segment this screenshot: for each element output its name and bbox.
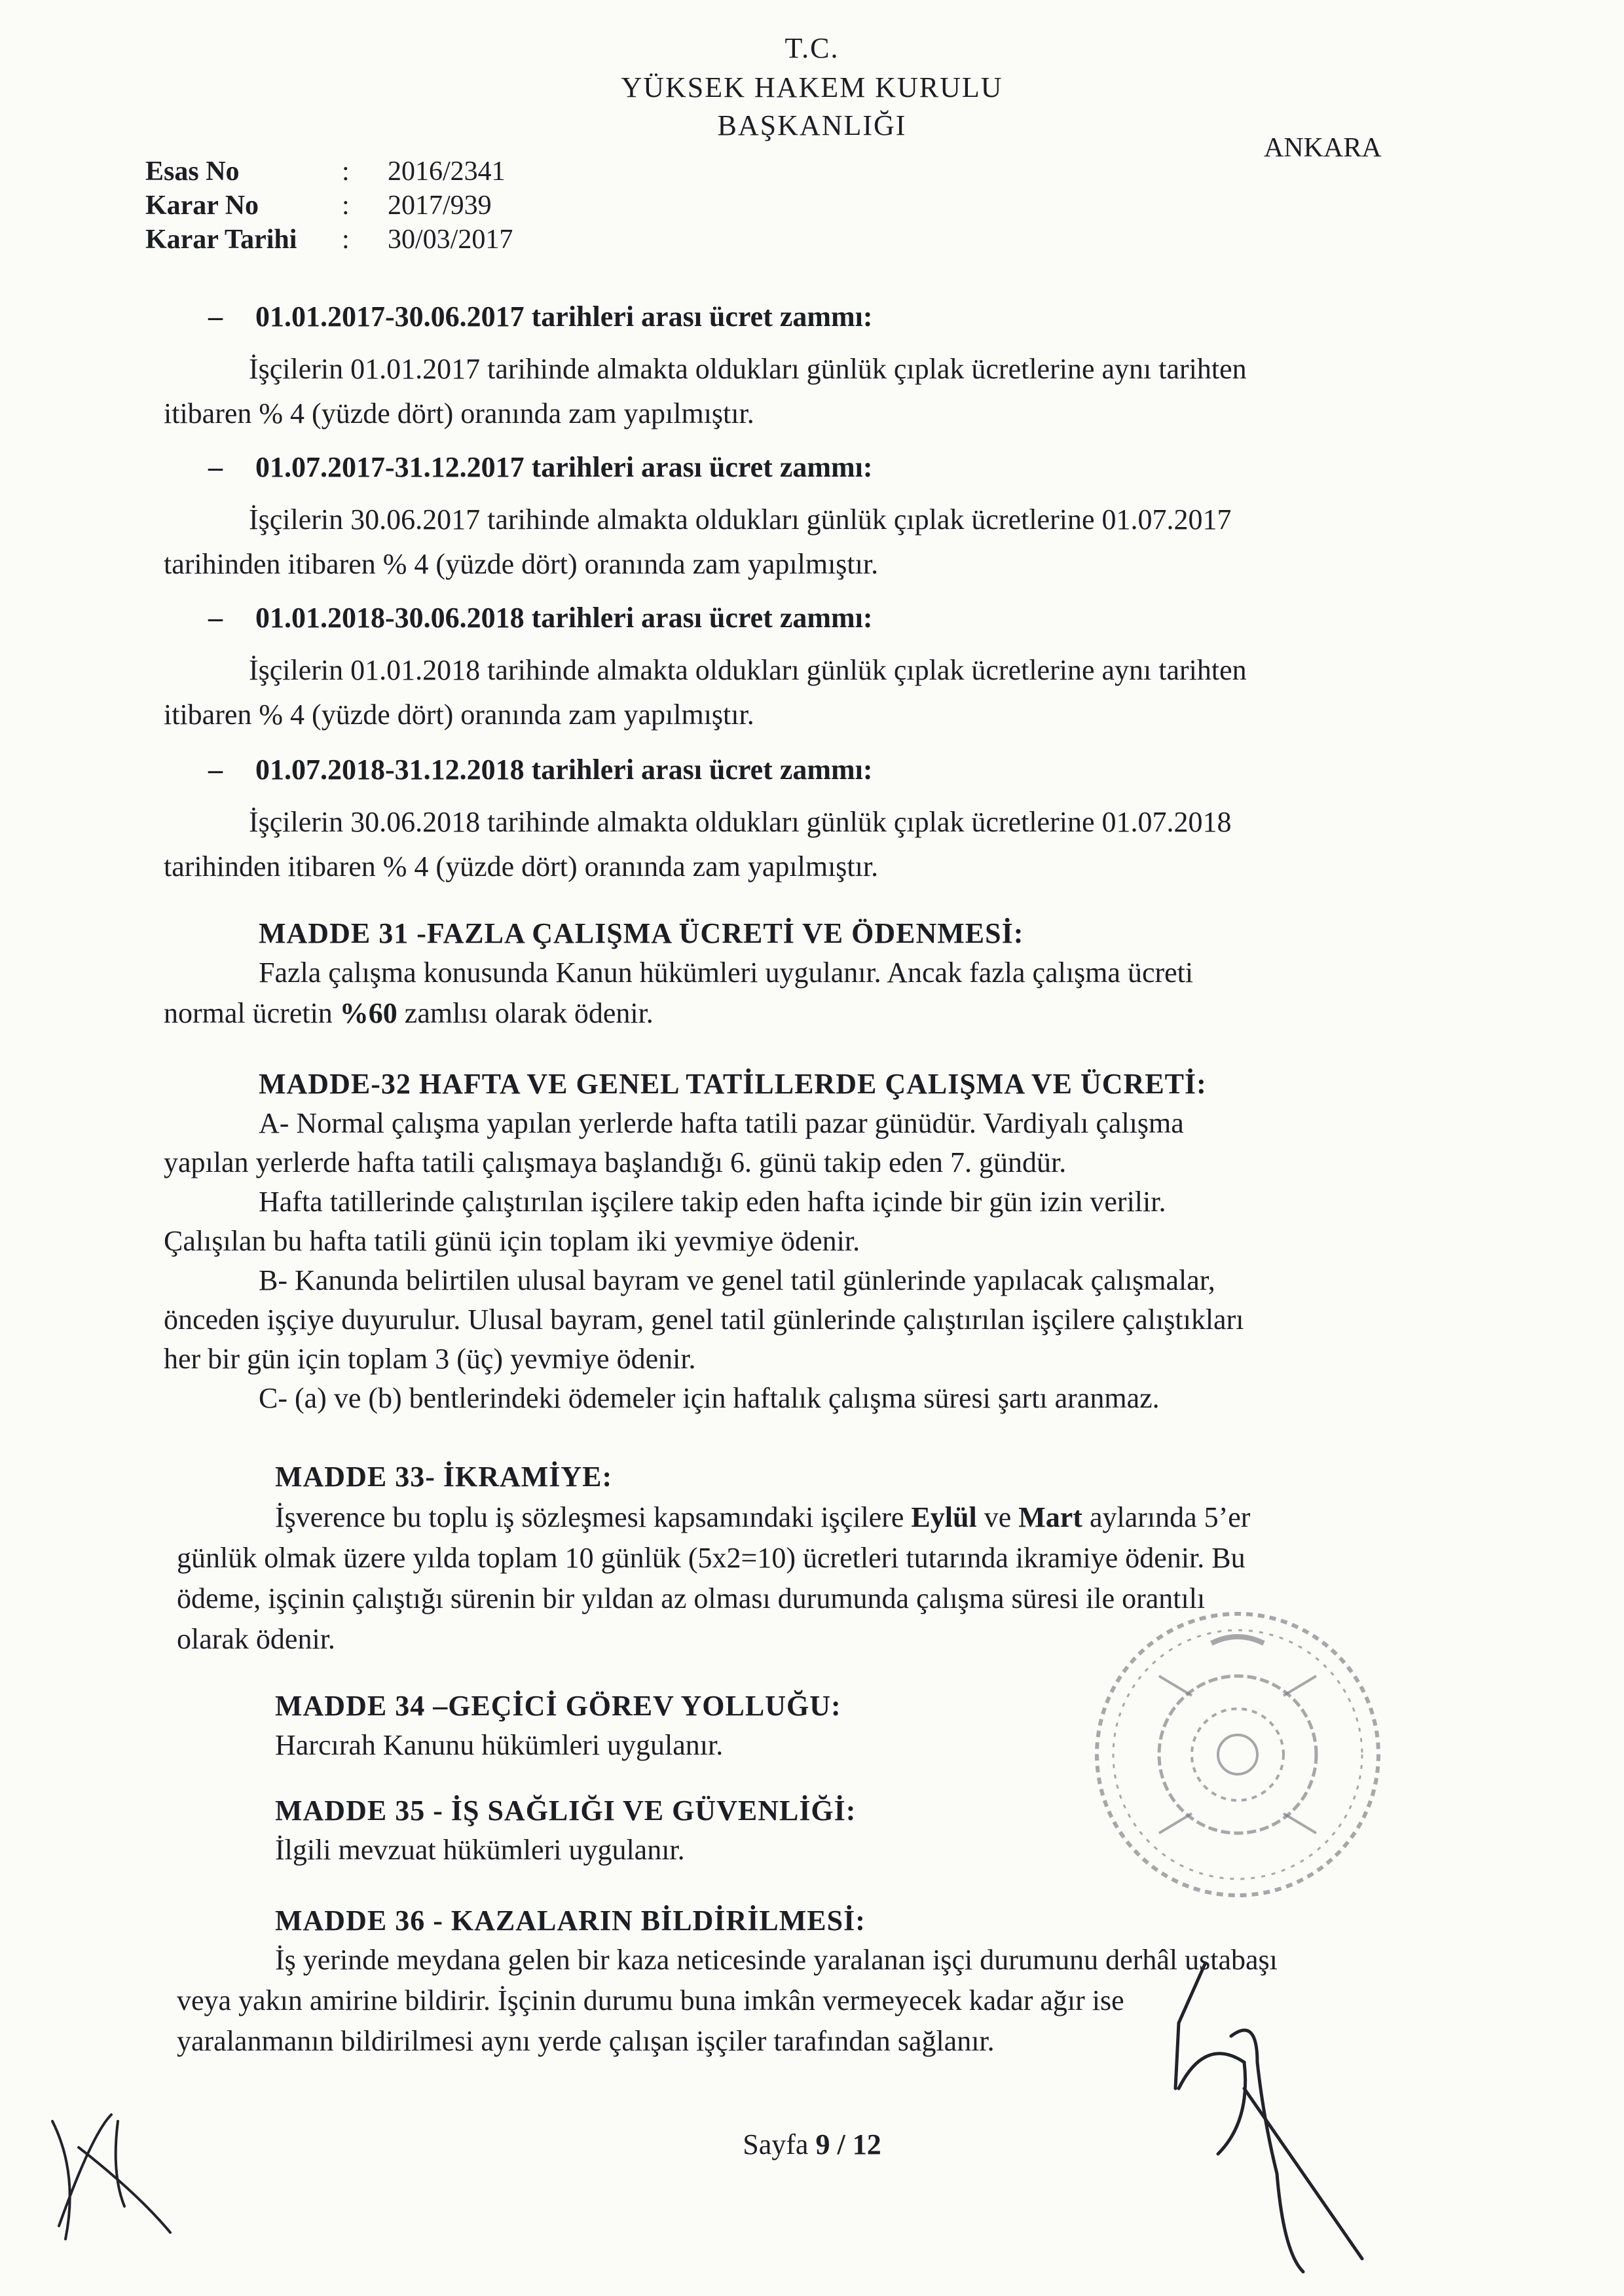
madde-32-text: yapılan yerlerde hafta tatili çalışmaya başlandığı 6. günü takip eden 7. gündür.: [164, 1146, 1067, 1178]
raise-heading: 01.07.2017-31.12.2017 tarihleri arası ücret zammı:: [255, 451, 873, 483]
signature-left: [39, 2095, 183, 2265]
madde-36-heading: MADDE 36 - KAZALARIN BİLDİRİLMESİ:: [275, 1904, 866, 1937]
raise-text: tarihinden itibaren % 4 (yüzde dört) oranında zam yapılmıştır.: [164, 850, 879, 883]
madde-32-text: her bir gün için toplam 3 (üç) yevmiye ödenir.: [164, 1343, 696, 1375]
page-footer: Sayfa 9 / 12: [743, 2128, 881, 2160]
meta-label: Karar Tarihi: [145, 225, 297, 255]
madde-34-heading: MADDE 34 –GEÇİCİ GÖREV YOLLUĞU:: [275, 1690, 841, 1722]
madde-33-text: ödeme, işçinin çalıştığı sürenin bir yıldan az olması durumunda çalışma süresi ile orantılı: [177, 1582, 1206, 1614]
madde-34-text: Harcırah Kanunu hükümleri uygulanır.: [275, 1729, 724, 1761]
madde-31-text-2: normal ücretin %60 zamlısı olarak ödenir.: [164, 997, 654, 1029]
raise-heading: 01.01.2018-30.06.2018 tarihleri arası ücret zammı:: [255, 602, 873, 634]
bullet-dash: –: [208, 301, 223, 333]
madde-31-heading: MADDE 31 -FAZLA ÇALIŞMA ÜCRETİ VE ÖDENMESİ:: [259, 917, 1024, 949]
meta-value: 2017/939: [388, 191, 492, 221]
header-org: YÜKSEK HAKEM KURULU: [621, 71, 1003, 103]
meta-label: Esas No: [145, 156, 240, 187]
madde-36-text: İş yerinde meydana gelen bir kaza neticesinde yaralanan işçi durumunu derhâl ustabaşı: [275, 1944, 1278, 1976]
bullet-dash: –: [208, 754, 223, 786]
raise-text: İşçilerin 01.01.2017 tarihinde almakta oldukları günlük çıplak ücretlerine aynı tarihten: [249, 353, 1247, 385]
madde-33-heading: MADDE 33- İKRAMİYE:: [275, 1461, 613, 1493]
meta-value: 30/03/2017: [388, 225, 513, 255]
bullet-dash: –: [208, 451, 223, 483]
raise-text: tarihinden itibaren % 4 (yüzde dört) oranında zam yapılmıştır.: [164, 548, 879, 580]
raise-text: itibaren % 4 (yüzde dört) oranında zam yapılmıştır.: [164, 699, 754, 731]
meta-label: Karar No: [145, 191, 259, 221]
header-city: ANKARA: [1264, 133, 1382, 163]
meta-value: 2016/2341: [388, 156, 506, 187]
madde-32-text: C- (a) ve (b) bentlerindeki ödemeler için haftalık çalışma süresi şartı aranmaz.: [259, 1382, 1160, 1414]
madde-36-text: yaralanmanın bildirilmesi aynı yerde çalışan işçiler tarafından sağlanır.: [177, 2025, 995, 2057]
raise-text: İşçilerin 30.06.2018 tarihinde almakta oldukları günlük çıplak ücretlerine 01.07.2018: [249, 806, 1232, 838]
official-seal-stamp: [1080, 1597, 1395, 1912]
bullet-dash: –: [208, 602, 223, 634]
signature-right: [1153, 1958, 1414, 2285]
madde-32-heading: MADDE-32 HAFTA VE GENEL TATİLLERDE ÇALIŞMA VE ÜCRETİ:: [259, 1068, 1207, 1100]
raise-text: İşçilerin 30.06.2017 tarihinde almakta oldukları günlük çıplak ücretlerine 01.07.2017: [249, 503, 1232, 536]
madde-35-heading: MADDE 35 - İŞ SAĞLIĞI VE GÜVENLİĞİ:: [275, 1795, 857, 1827]
madde-32-text: Hafta tatillerinde çalıştırılan işçilere takip eden hafta içinde bir gün izin verilir.: [259, 1186, 1166, 1218]
madde-32-text: A- Normal çalışma yapılan yerlerde hafta tatili pazar günüdür. Vardiyalı çalışma: [259, 1107, 1184, 1139]
madde-33-text: olarak ödenir.: [177, 1623, 335, 1655]
raise-heading: 01.07.2018-31.12.2018 tarihleri arası ücret zammı:: [255, 754, 873, 786]
meta-esas-no: Esas No : 2016/2341: [145, 156, 506, 187]
madde-33-text-1: İşverence bu toplu iş sözleşmesi kapsamındaki işçilere Eylül ve Mart aylarında 5’er: [275, 1501, 1251, 1533]
madde-31-text: Fazla çalışma konusunda Kanun hükümleri uygulanır. Ancak fazla çalışma ücreti: [259, 957, 1194, 989]
raise-text: itibaren % 4 (yüzde dört) oranında zam yapılmıştır.: [164, 397, 754, 429]
madde-33-text: günlük olmak üzere yılda toplam 10 günlük (5x2=10) ücretleri tutarında ikramiye ödenir. Bu: [177, 1542, 1246, 1574]
raise-heading: 01.01.2017-30.06.2017 tarihleri arası ücret zammı:: [255, 301, 873, 333]
header-tc: T.C.: [784, 32, 840, 64]
raise-text: İşçilerin 01.01.2018 tarihinde almakta oldukları günlük çıplak ücretlerine aynı tarihten: [249, 654, 1247, 686]
header-dept: BAŞKANLIĞI: [717, 109, 907, 141]
meta-karar-tarihi: Karar Tarihi : 30/03/2017: [145, 225, 513, 255]
madde-32-text: önceden işçiye duyurulur. Ulusal bayram, genel tatil günlerinde çalıştırılan işçilere çalıştıkları: [164, 1303, 1244, 1336]
madde-32-text: B- Kanunda belirtilen ulusal bayram ve genel tatil günlerinde yapılacak çalışmalar,: [259, 1264, 1215, 1296]
madde-32-text: Çalışılan bu hafta tatili günü için toplam iki yevmiye ödenir.: [164, 1225, 860, 1257]
madde-36-text: veya yakın amirine bildirir. İşçinin durumu buna imkân vermeyecek kadar ağır ise: [177, 1984, 1124, 2016]
meta-karar-no: Karar No : 2017/939: [145, 191, 492, 221]
madde-35-text: İlgili mevzuat hükümleri uygulanır.: [275, 1834, 685, 1866]
